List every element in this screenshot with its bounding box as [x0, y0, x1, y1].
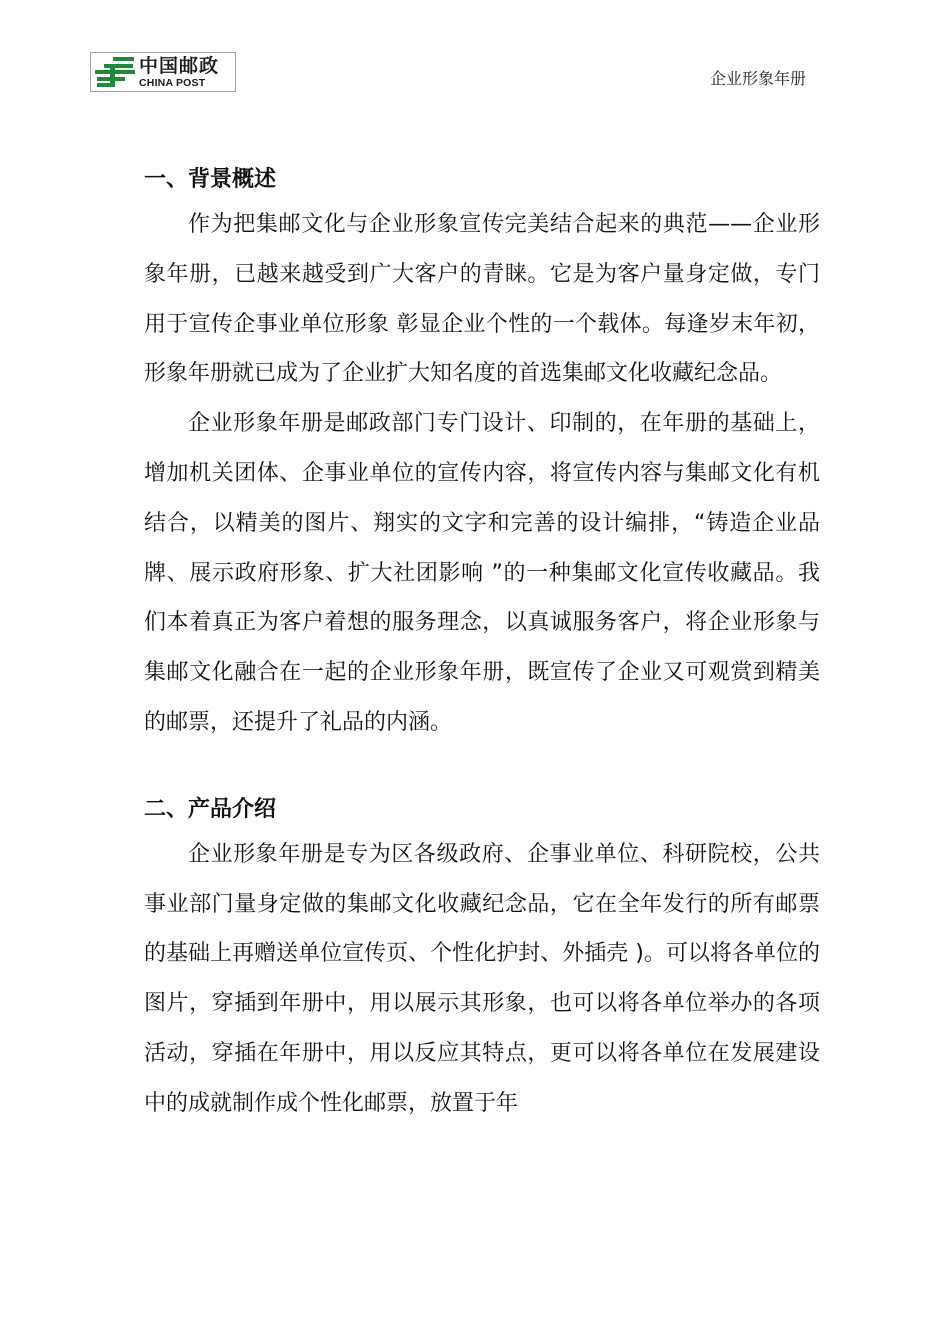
section-product-intro [144, 790, 820, 1129]
paragraph: 作为把集邮文化与企业形象宣传完美结合起来的典范——企业形象年册，已越来越受到广大客户的青睐。它是为客户量身定做，专门用于宣传企事业单位形象 彰显企业个性的一个载体。每逢岁末年初，形象年册就已成为了企业扩大知名度的首选集邮文化收藏纪念品。 [144, 212, 820, 387]
page-header [0, 0, 950, 110]
china-post-emblem-icon [94, 56, 136, 88]
section-heading: 一、背景概述 [144, 167, 277, 192]
paragraph: 企业形象年册是专为区各级政府、企事业单位、科研院校，公共事业部门量身定做的集邮文化收藏纪念品，它在全年发行的所有邮票的基础上再赠送单位宣传页、个性化护封、外插壳 )。可以将各单位的图片，穿插到年册中，用以展示其形象，也可以将各单位举办的各项活动，穿插在年册中，用以反应其特点，更可以将各单位在发展建设中的成就制作成个性化邮票，放置于年 [144, 841, 820, 1116]
document-title: 企业形象年册 [709, 69, 806, 88]
logo-chinese-name: 中国邮政 [139, 55, 220, 77]
section-heading: 二、产品介绍 [144, 796, 277, 822]
section-background [144, 160, 820, 748]
paragraph: 企业形象年册是邮政部门专门设计、印制的，在年册的基础上，增加机关团体、企事业单位的宣传内容，将宣传内容与集邮文化有机结合，以精美的图片、翔实的文字和完善的设计编排，“铸造企业品牌、展示政府形象、扩大社团影响 ”的一种集邮文化宣传收藏品。我们本着真正为客户着想的服务理念，以真诚服务客户，将企业形象与集邮文化融合在一起的企业形象年册，既宣传了企业又可观赏到精美的邮票，还提升了礼品的内涵。 [144, 411, 820, 735]
document-body [144, 160, 820, 1129]
china-post-logo [90, 52, 236, 92]
logo-english-name: CHINA POST [139, 77, 206, 89]
